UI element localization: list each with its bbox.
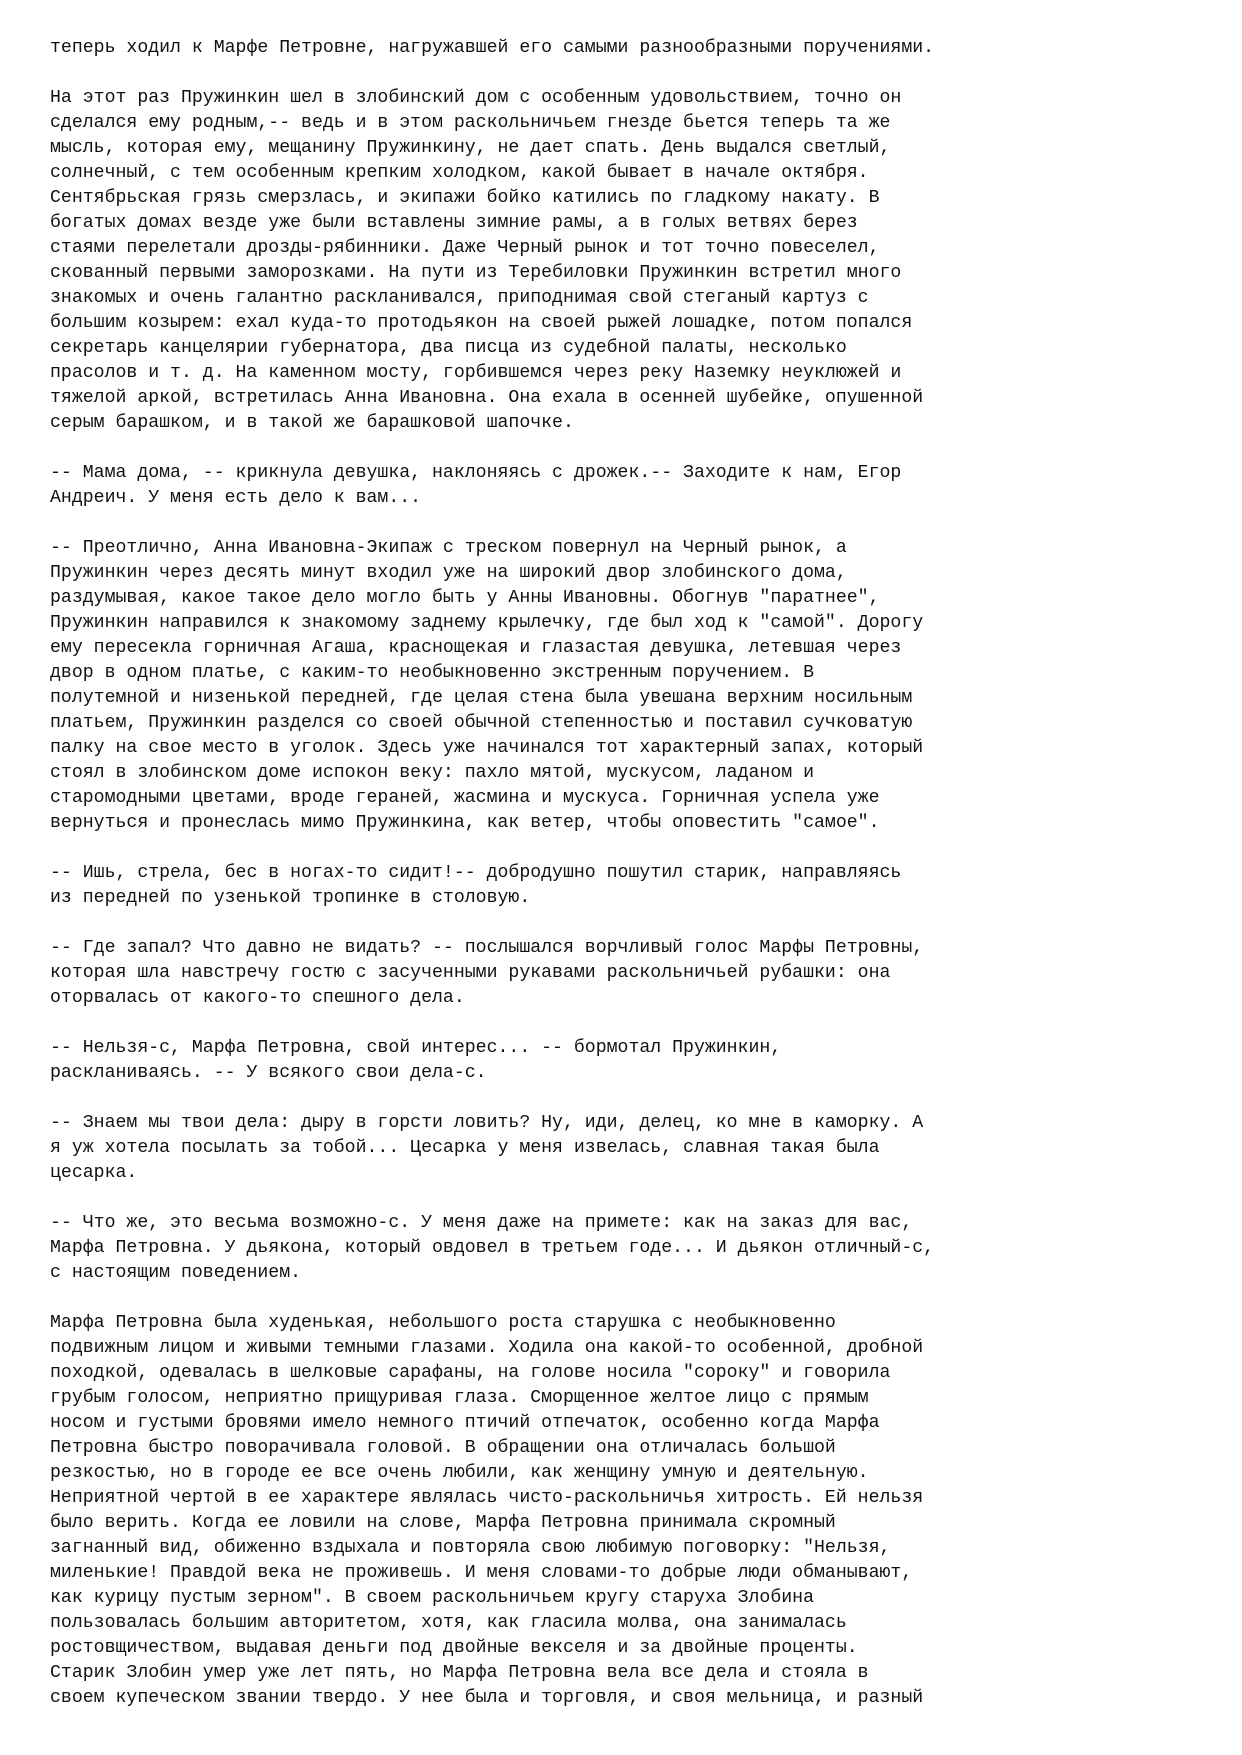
paragraph-6: -- Где запал? Что давно не видать? -- послышался ворчливый голос Марфы Петровны, которая шла навстречу гостю с засученными рукавами раскольничьей рубашки: она оторвалась от какого-то спешного дела. [50, 938, 924, 1008]
paragraph-3: -- Мама дома, -- крикнула девушка, наклоняясь с дрожек.-- Заходите к нам, Егор Андреич. У меня есть дело к вам... [50, 463, 902, 508]
paragraph-7: -- Нельзя-с, Марфа Петровна, свой интерес... -- бормотал Пружинкин, раскланиваясь. -- У всякого свои дела-с. [50, 1038, 782, 1083]
paragraph-10: Марфа Петровна была худенькая, небольшого роста старушка с необыкновенно подвижным лицом и живыми темными глазами. Ходила она какой-то особенной, дробной походкой, одевалась в шелковые сарафаны, на голове носила "сороку" и говорила грубым голосом, неприятно прищуривая глаза. Сморщенное желтое лицо с прямым носом и густыми бровями имело немного птичий отпечаток, особенно когда Марфа Петровна быстро поворачивала головой. В обращении она отличалась большой резкостью, но в городе ее все очень любили, как женщину умную и деятельную. Неприятной чертой в ее характере являлась чисто-раскольничья хитрость. Ей нельзя было верить. Когда ее ловили на слове, Марфа Петровна принимала скромный загнанный вид, обиженно вздыхала и повторяла свою любимую поговорку: "Нельзя, миленькие! Правдой века не проживешь. И меня словами-то добрые люди обманывают, как курицу пустым зерном". В своем раскольничьем кругу старуха Злобина пользовалась большим авторитетом, хотя, как гласила молва, она занималась ростовщичеством, выдавая деньги под двойные векселя и за двойные проценты. Старик Злобин умер уже лет пять, но Марфа Петровна вела все дела и стояла в своем купеческом звании твердо. У нее была и торговля, и своя мельница, и разный [50, 1313, 924, 1708]
paragraph-2: На этот раз Пружинкин шел в злобинский дом с особенным удовольствием, точно он сделался ему родным,-- ведь и в этом раскольничьем гнезде бьется теперь та же мысль, которая ему, мещанину Пружинкину, не дает спать. День выдался светлый, солнечный, с тем особенным крепким холодком, какой бывает в начале октября. Сентябрьская грязь смерзлась, и экипажи бойко катились по гладкому накату. В богатых домах везде уже были вставлены зимние рамы, а в голых ветвях берез стаями перелетали дрозды-рябинники. Даже Черный рынок и тот точно повеселел, скованный первыми заморозками. На пути из Теребиловки Пружинкин встретил много знакомых и очень галантно раскланивался, приподнимая свой стеганый картуз с большим козырем: ехал куда-то протодьякон на своей рыжей лошадке, потом попался секретарь канцелярии губернатора, два писца из судебной палаты, несколько прасолов и т. д. На каменном мосту, горбившемся через реку Наземку неуклюжей и тяжелой аркой, встретилась Анна Ивановна. Она ехала в осенней шубейке, опушенной серым барашком, и в такой же барашковой шапочке. [50, 88, 924, 433]
paragraph-5: -- Ишь, стрела, бес в ногах-то сидит!-- добродушно пошутил старик, направляясь из передней по узенькой тропинке в столовую. [50, 863, 902, 908]
document-page [50, 36, 1220, 1736]
paragraph-4: -- Преотлично, Анна Ивановна-Экипаж с треском повернул на Черный рынок, а Пружинкин через десять минут входил уже на широкий двор злобинского дома, раздумывая, какое такое дело могло быть у Анны Ивановны. Обогнув "паратнее", Пружинкин направился к знакомому заднему крылечку, где был ход к "самой". Дорогу ему пересекла горничная Агаша, краснощекая и глазастая девушка, летевшая через двор в одном платье, с каким-то необыкновенно экстренным поручением. В полутемной и низенькой передней, где целая стена была увешана верхним носильным платьем, Пружинкин разделся со своей обычной степенностью и поставил сучковатую палку на свое место в уголок. Здесь уже начинался тот характерный запах, который стоял в злобинском доме испокон веку: пахло мятой, мускусом, ладаном и старомодными цветами, вроде гераней, жасмина и мускуса. Горничная успела уже вернуться и пронеслась мимо Пружинкина, как ветер, чтобы оповестить "самое". [50, 538, 924, 833]
paragraph-1: теперь ходил к Марфе Петровне, нагружавшей его самыми разнообразными поручениями. [50, 38, 935, 58]
paragraph-8: -- Знаем мы твои дела: дыру в горсти ловить? Ну, иди, делец, ко мне в каморку. А я уж хотела посылать за тобой... Цесарка у меня извелась, славная такая была цесарка. [50, 1113, 924, 1183]
paragraph-9: -- Что же, это весьма возможно-с. У меня даже на примете: как на заказ для вас, Марфа Петровна. У дьякона, который овдовел в третьем годе... И дьякон отличный-с, с настоящим поведением. [50, 1213, 935, 1283]
